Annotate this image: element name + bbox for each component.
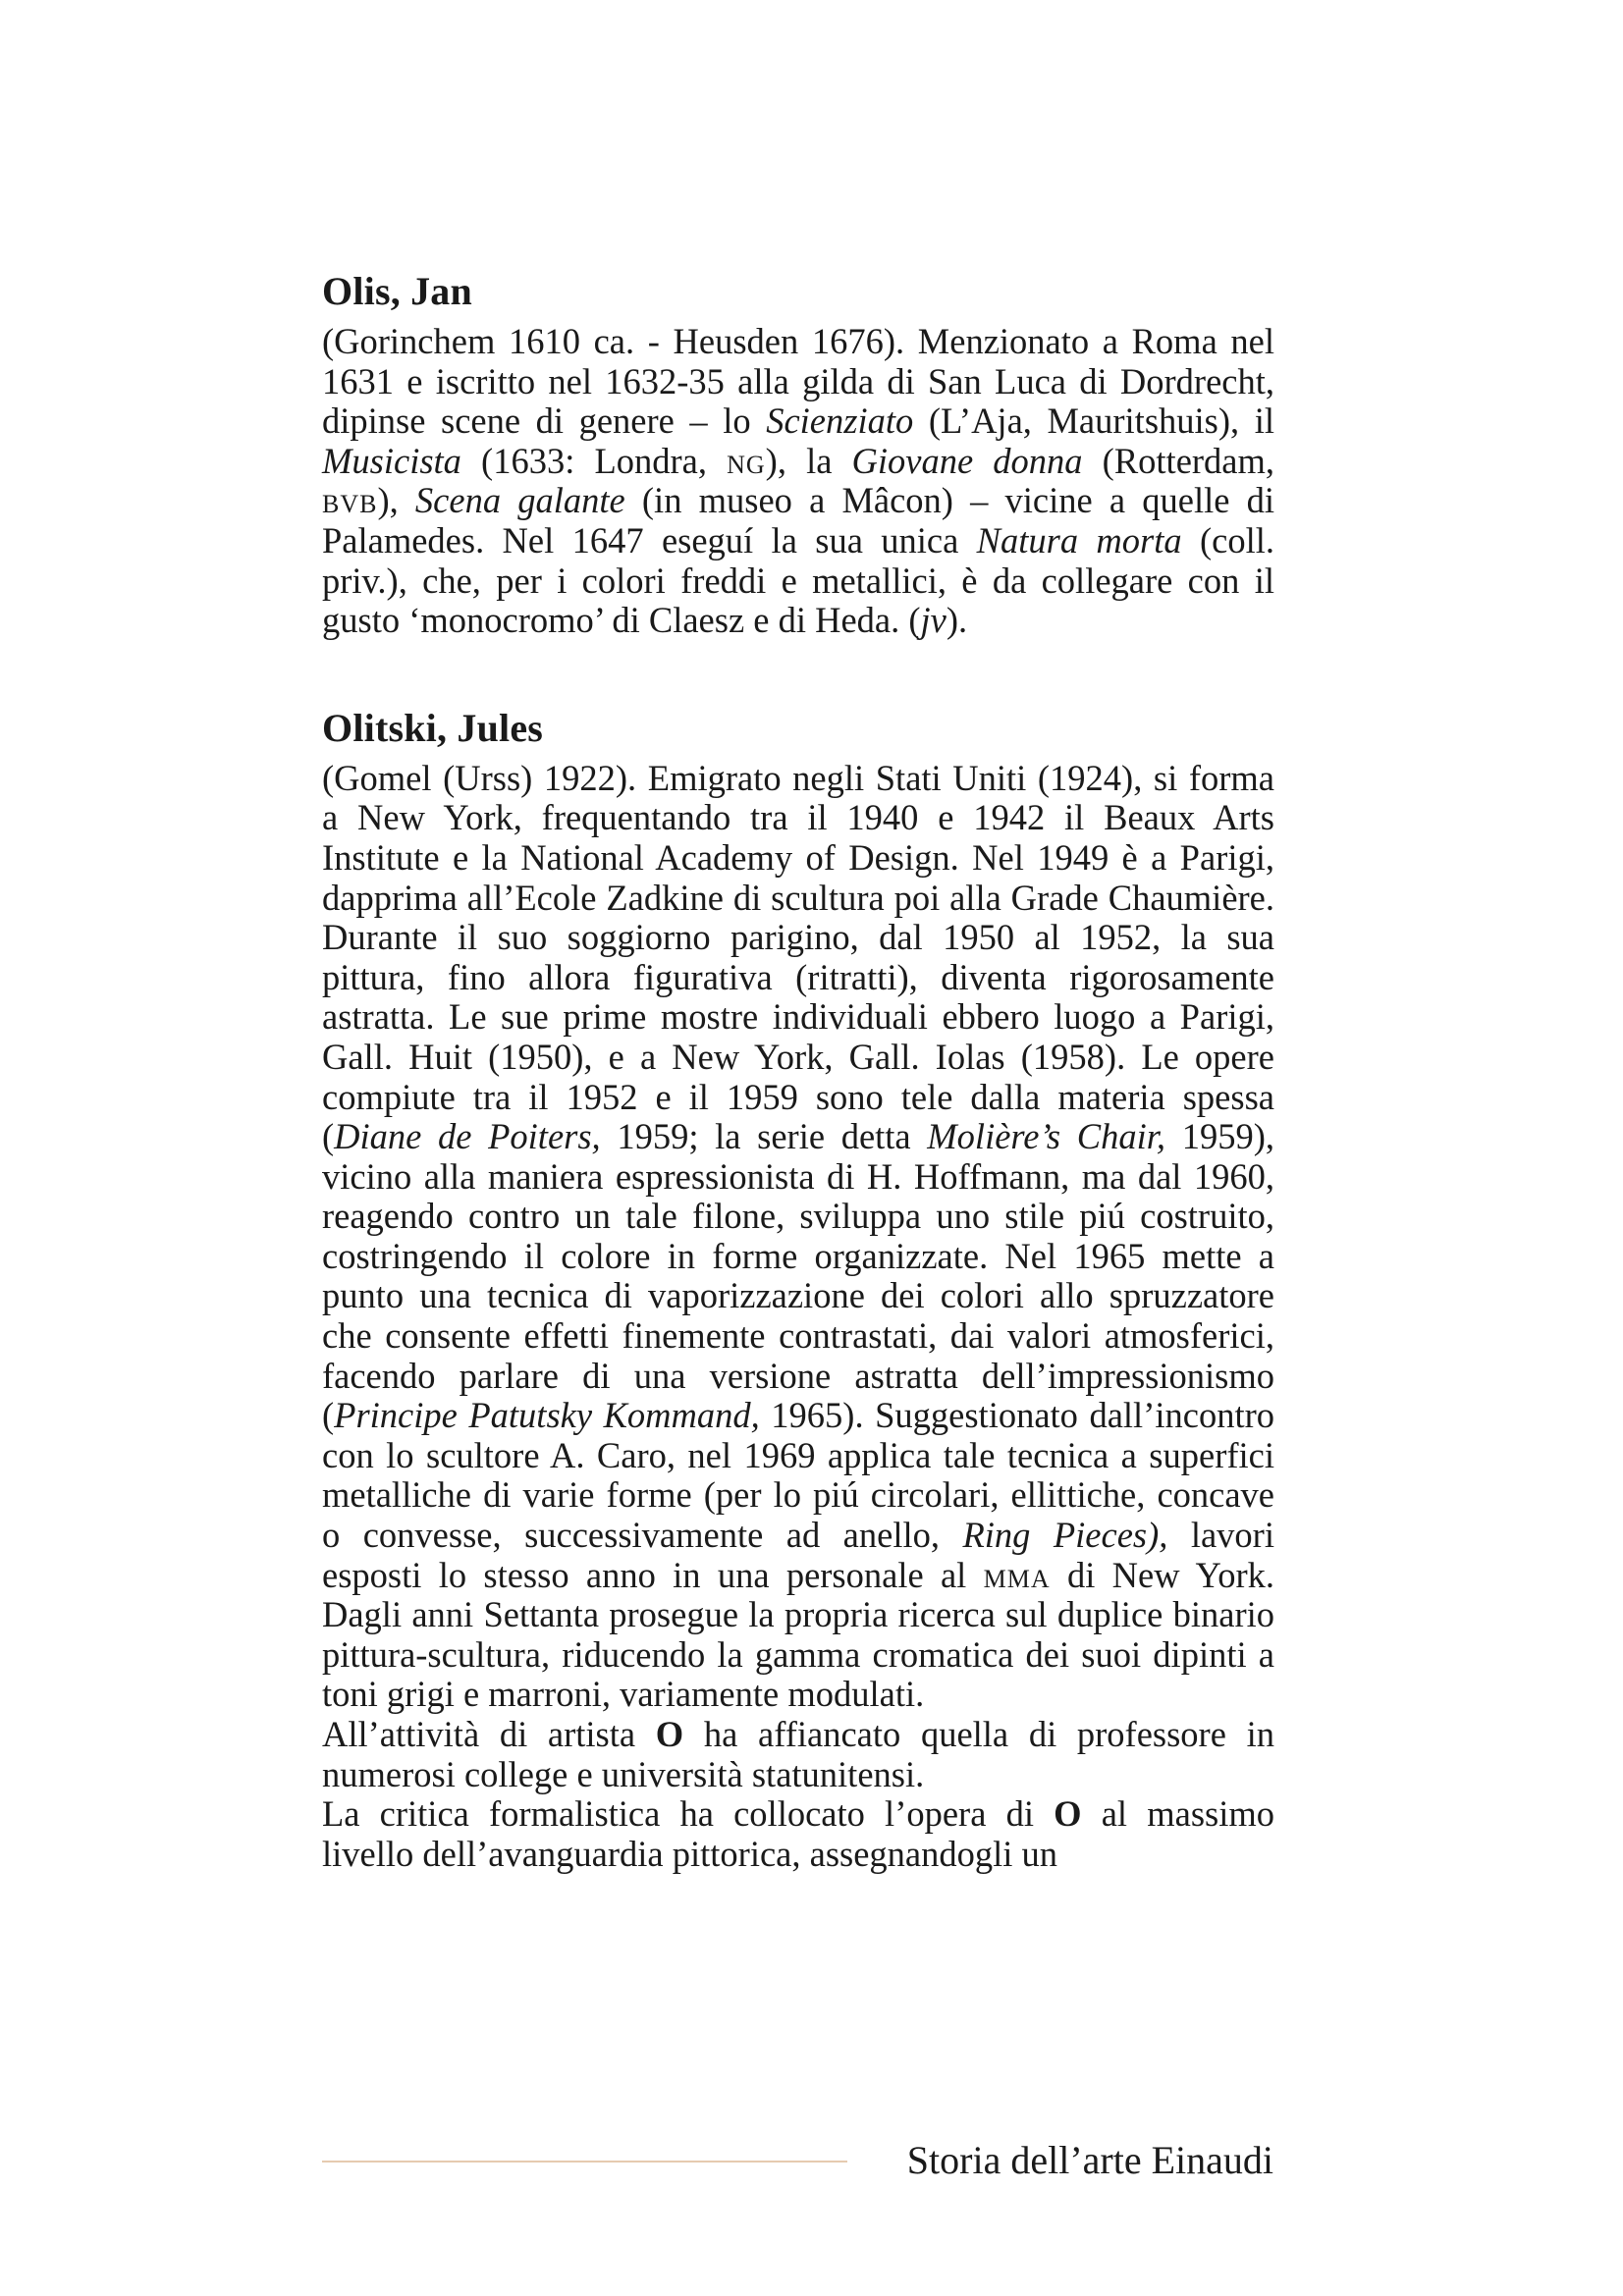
italic-run: jv: [920, 600, 947, 641]
paragraph: [322, 1715, 1274, 1794]
footer-rule: [322, 2161, 847, 2163]
smallcaps-run: bvb: [322, 480, 378, 521]
text-run: (in museo a Mâcon) – vicine a quelle di Palamedes. Nel 1647 eseguí la sua unica: [322, 480, 1275, 561]
text-run: 1959; la serie detta: [617, 1116, 928, 1157]
entry-olis: [322, 267, 1274, 641]
text-run: La critica formalistica ha collocato l’opera di: [322, 1793, 1055, 1835]
text-run: 1959), vicino alla maniera espressionista di H. Hoffmann, ma dal 1960, reagendo contro un tale filone, sviluppa uno stile piú costruito, costringendo il colore in forme organizzate. Nel 1965 mette a punto una tecnica di vaporizzazione dei colori allo spruzzatore che consente effetti finemente contrastati, dai valori atmosferici, facendo parlare di una versione astratta dell’impressionismo (: [322, 1116, 1274, 1436]
text-run: lavori esposti lo stesso anno in una personale al: [322, 1515, 1274, 1595]
italic-run: Molière’s Chair,: [927, 1116, 1182, 1157]
text-run: di New York. Dagli anni Settanta prosegue la propria ricerca sul duplice binario pittura-scultura, riducendo la gamma cromatica dei suoi dipinti a toni grigi e marroni, variamente modulati.: [322, 1554, 1274, 1715]
text-run: (coll. priv.), che, per i colori freddi e metallici, è da collegare con il gusto ‘monocromo’ di Claesz e di Heda. (: [322, 519, 1274, 641]
entry-body: [322, 322, 1274, 641]
text-run: ), la: [765, 440, 852, 481]
italic-run: Ring Pieces),: [962, 1515, 1191, 1556]
italic-run: Musicista: [322, 440, 461, 481]
text-run: ),: [377, 480, 415, 521]
text-run: ).: [946, 600, 968, 641]
bold-run: O: [1054, 1793, 1082, 1835]
paragraph: [322, 1794, 1274, 1874]
smallcaps-run: ng: [727, 440, 766, 481]
text-run: (L’Aja, Mauritshuis), il: [913, 400, 1274, 442]
italic-run: Principe Patutsky Kommand,: [334, 1395, 772, 1436]
smallcaps-run: mma: [983, 1554, 1051, 1595]
text-column: [322, 267, 1274, 1937]
footer-title: Storia dell’arte Einaudi: [906, 2138, 1273, 2182]
paragraph: [322, 759, 1274, 1715]
text-run: (Rotterdam,: [1082, 440, 1275, 481]
entry-title: Olis, Jan: [322, 269, 472, 313]
entry-title: Olitski, Jules: [322, 705, 544, 750]
text-run: 1965). Suggestionato dall’incontro con lo scultore A. Caro, nel 1969 applica tale tecnica a superfici metalliche di varie forme (per lo piú circolari, ellittiche, concave o convesse, successivamente ad anello,: [322, 1395, 1274, 1556]
text-run: (1633: Londra,: [460, 440, 728, 481]
italic-run: Scienziato: [766, 400, 914, 442]
entry-body: [322, 759, 1274, 1875]
italic-run: Natura morta: [976, 519, 1182, 561]
text-run: All’attività di artista: [322, 1714, 656, 1754]
entry-olitski: [322, 704, 1274, 1875]
paragraph: [322, 322, 1274, 641]
text-run: (Gomel (Urss) 1922). Emigrato negli Stati Uniti (1924), si forma a New York, frequentando tra il 1940 e 1942 il Beaux Arts Institute e la National Academy of Design. Nel 1949 è a Parigi, dapprima all’Ecole Zadkine di scultura poi alla Grade Chaumière. Durante il suo soggiorno parigino, dal 1950 al 1952, la sua pittura, fino allora figurativa (ritratti), diventa rigorosamente astratta. Le sue prime mostre individuali ebbero luogo a Parigi, Gall. Huit (1950), e a New York, Gall. Iolas (1958). Le opere compiute tra il 1952 e il 1959 sono tele dalla materia spessa (: [322, 757, 1274, 1157]
text-run: ha affiancato quella di professore in numerosi college e università statunitensi.: [322, 1714, 1274, 1794]
italic-run: Diane de Poiters,: [334, 1116, 618, 1157]
italic-run: Giovane donna: [851, 440, 1083, 481]
italic-run: Scena galante: [414, 480, 625, 521]
text-run: al massimo livello dell’avanguardia pittorica, assegnandogli un: [322, 1793, 1275, 1874]
bold-run: O: [655, 1714, 684, 1754]
text-run: (Gorinchem 1610 ca. - Heusden 1676). Menzionato a Roma nel 1631 e iscritto nel 1632-35 alla gilda di San Luca di Dordrecht, dipinse scene di genere – lo: [322, 321, 1274, 442]
